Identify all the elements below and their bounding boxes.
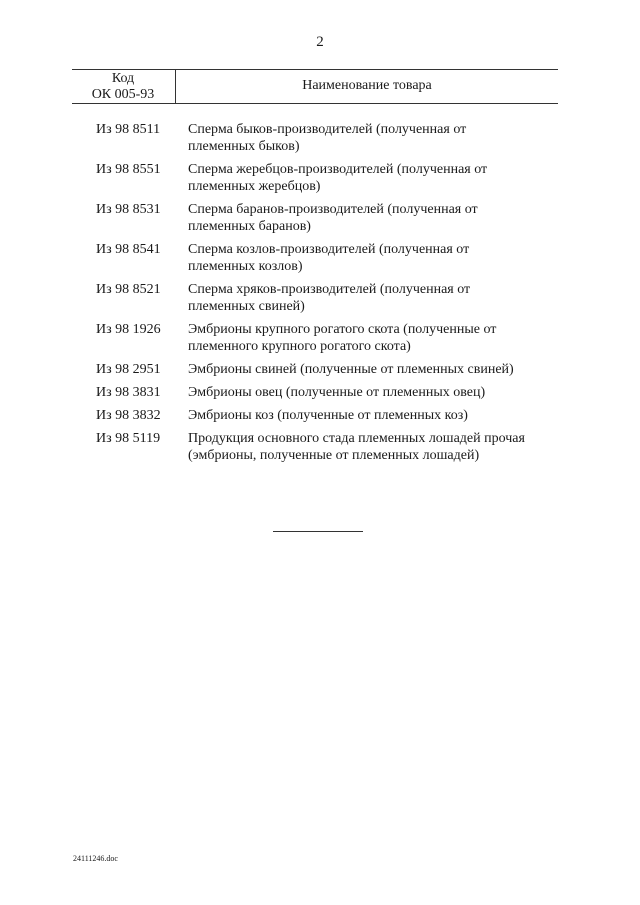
table-header-top-rule [72,69,558,70]
row-name: Сперма баранов-производителей (полученная от племенных баранов) [188,202,478,234]
row-code: Из 98 8541 [96,242,161,257]
row-name: Эмбрионы свиней (полученные от племенных свиней) [188,362,514,377]
end-of-document-line [273,531,363,532]
row-code: Из 98 8521 [96,282,161,297]
table-row [72,361,558,378]
row-code: Из 98 8531 [96,202,161,217]
table-body [72,121,558,470]
column-header-name: Наименование товара [302,78,432,93]
column-header-code-line1: Код [111,71,135,86]
table-row [72,407,558,424]
column-header-code-line2: ОК 005-93 [91,87,155,102]
column-header-code [72,71,174,103]
row-code: Из 98 2951 [96,362,161,377]
row-code: Из 98 3832 [96,408,161,423]
row-name: Сперма жеребцов-производителей (полученная от племенных жеребцов) [188,162,488,194]
row-name: Продукция основного стада племенных лошадей прочая (эмбрионы, полученные от племенных лошадей) [188,431,525,463]
row-name: Сперма быков-производителей (полученная от племенных быков) [188,122,467,154]
table-row [72,121,558,155]
table-header-bottom-rule [72,103,558,104]
row-code: Из 98 8551 [96,162,161,177]
row-name: Эмбрионы коз (полученные от племенных коз) [188,408,468,423]
table-row [72,241,558,275]
row-code: Из 98 3831 [96,385,161,400]
page-number: 2 [316,34,324,50]
table-row [72,281,558,315]
table-row [72,321,558,355]
table-row [72,201,558,235]
footer-filename: 24111246.doc [73,854,118,863]
table-row [72,430,558,464]
table-row [72,161,558,195]
row-name: Сперма хряков-производителей (полученная от племенных свиней) [188,282,471,314]
table-row [72,384,558,401]
row-name: Эмбрионы крупного рогатого скота (полученные от племенного крупного рогатого скота) [188,322,497,354]
row-code: Из 98 1926 [96,322,161,337]
row-name: Сперма козлов-производителей (полученная от племенных козлов) [188,242,470,274]
row-code: Из 98 8511 [96,122,161,137]
row-name: Эмбрионы овец (полученные от племенных овец) [188,385,486,400]
row-code: Из 98 5119 [96,431,161,446]
